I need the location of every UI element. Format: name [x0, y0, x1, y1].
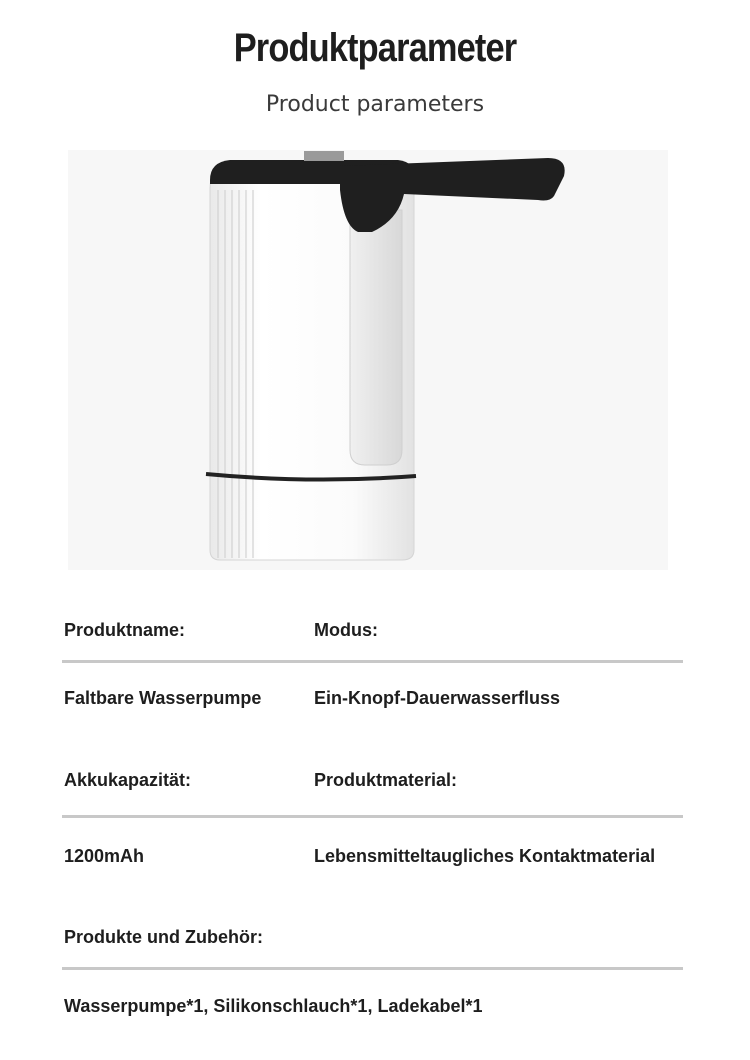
divider: [62, 660, 683, 663]
pump-spout: [340, 158, 565, 232]
material-value: Lebensmitteltaugliches Kontaktmaterial: [314, 846, 656, 866]
mode-label: Modus:: [314, 620, 378, 640]
divider: [62, 815, 683, 818]
product-name-value: Faltbare Wasserpumpe: [64, 688, 262, 708]
battery-capacity-value: 1200mAh: [64, 846, 145, 866]
accessories-label: Produkte und Zubehör:: [64, 927, 263, 947]
product-image-panel: [68, 150, 668, 570]
material-label: Produktmaterial:: [314, 770, 458, 790]
accessories-value: Wasserpumpe*1, Silikonschlauch*1, Ladekabel*1: [64, 996, 483, 1016]
water-pump-image: [68, 150, 668, 570]
page-subtitle: Product parameters: [265, 92, 485, 117]
pump-recess: [350, 210, 402, 465]
product-name-label: Produktname:: [64, 620, 186, 640]
page-title: Produktparameter: [233, 26, 517, 70]
divider: [62, 967, 683, 970]
mode-value: Ein-Knopf-Dauerwasserfluss: [314, 688, 561, 708]
battery-capacity-label: Akkukapazität:: [64, 770, 192, 790]
